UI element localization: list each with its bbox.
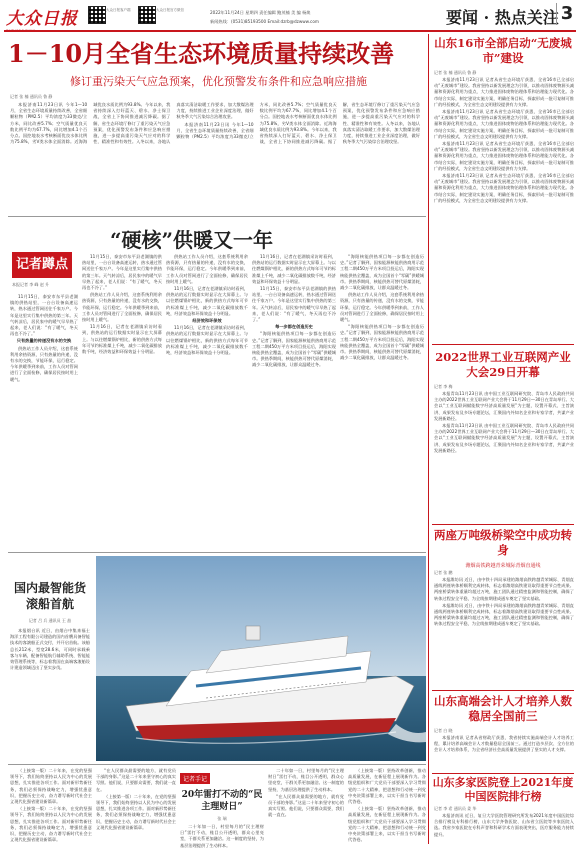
feature-byline: 本报记者 李 峰 赵 升 [12, 282, 50, 287]
lead-text-repeat: 本报济南11月23日讯 今年1—10月，全省生态环境质量持续改善，全省细颗粒物（PM2.5）平均浓度为33微克/立方米，同比改善5.7%；空气质量优良天数比例平均为67.7%，同比增加4.1个百分点。国控地表水考核断面优良水体比例为75.8%，劣Ⅴ类水体全面消除。近海海域优良水质比例为93.8%。今年以来，我省持续深入打好蓝天、碧水、净土保卫战，全省上下协同推进减污降碳。据了解，省生态环境厅修订了重污染天气应急预案，优化预警发布条件和应急响应措施，进一步提高重污染天气应对的科学性、精准性和有效性。入冬以来，各地认真落实清洁取暖工作要求，加大散煤治理力度，持续推进工业企业深度治理，做好秋冬季大气污染综合治理攻坚。 [176, 102, 420, 145]
date-line: 2022年11月24日 星期四 责任编辑 鲍茂楠 美 编 杨焕 [210, 10, 311, 15]
sidebar-sep-2 [432, 524, 574, 525]
sidebar-s5-byline: 记者 李 希 通讯员 姜 华 [434, 806, 477, 811]
memo-text: 二十年如一日，村里每月的“民主理财日”雷打不动，账目公开透明，群众心里亮堂，干群关系更加融洽。这一制度的坚持，为基层治理提供了生动样本。 [180, 824, 264, 848]
lead-headline: 1－10月全省生态环境质量持续改善 [8, 39, 395, 68]
feature-col5-text-c: “海阳核能供热项目每一步都在创造历史。”记者了解到，国家能源核能供热商用示范工程二期450万平方米项目投运后，海阳实现核能供热全覆盖，成为全国首个“零碳”供暖城市。供热季期间，核能供热可替代原煤消耗，减少二氧化碳排放，让群众温暖过冬。 [340, 324, 424, 361]
sidebar-s4-title: 山东高端会计人才培养人数稳居全国前三 [434, 694, 572, 723]
sidebar-sep-3 [432, 690, 574, 691]
sidebar-sep-4 [432, 773, 574, 774]
sidebar-s1-text-b: 本报济南11月23日讯 记者从省生态环境厅获悉，全省16市已全部启动“无废城市”建设。我省坚持以新发展理念为引领，以推动固体废物源头减量和资源化利用为重点，大力推进固体废物治理体系和治理能力现代化。各市结合实际，制定建设实施方案，明确任务目标，探索形成一批可复制可推广的经验模式，为全省生态文明建设提供有力支撑。 [434, 109, 574, 139]
qr-code-icon-2 [138, 6, 156, 24]
feature-col-3 [166, 254, 248, 549]
sidebar-s1-text: 本报济南11月23日讯 记者从省生态环境厅获悉，全省16市已全部启动“无废城市”建设。我省坚持以新发展理念为引领，以推动固体废物源头减量和资源化利用为重点，大力推进固体废物治理体系和治理能力现代化。各市结合实际，制定建设实施方案，明确任务目标，探索形成一批可复制可推广的经验模式，为全省生态文明建设提供有力支撑。 [434, 77, 574, 107]
feature-col4-text-b: 11月15日，泰安市东平县老湖镇的供热站里，一台台设备高速运转，热水通过管网送往千家万户。今年是这里实行集中供热的第三年。天气转凉后，居民家中的暖气早早热了起来，老人们说：“有了暖气，冬天再也不冷了。” [252, 286, 336, 323]
bottom-col4-text: 二十年如一日，村里每月的“民主理财日”雷打不动，账目公开透明，群众心里亮堂，干群关系更加融洽。这一制度的坚持，为基层治理提供了生动样本。 [268, 768, 344, 792]
sidebar-s5-text: 本报济南讯 近日，复旦大学医院管理研究所发布2021年度中国医院综合排行榜及专科排行榜，山东大学齐鲁医院、山东省立医院等多家医院入选。我省多家医院在专科声誉和科研学术方面表现突出，医疗服务能力持续提升。 [434, 813, 574, 837]
feature-sub1-text: 供热站工作人员介绍，这套系统利用余热资源，只有热量的传递，没有水的交换，节能环保，运行稳定。今年供暖季到来前，工作人员对管网进行了全面检修，确保居民按时用上暖气。 [10, 345, 78, 382]
lead-text: 本报济南11月23日讯 今年1—10月，全省生态环境质量持续改善，全省细颗粒物（PM2.5）平均浓度为33微克/立方米，同比改善5.7%；空气质量优良天数比例平均为67.7%，同比增加4.1个百分点。国控地表水考核断面优良水体比例为75.8%，劣Ⅴ类水体全面消除。近海海域优良水质比例为93.8%。今年以来，我省持续深入打好蓝天、碧水、净土保卫战，全省上下协同推进减污降碳。据了解，省生态环境厅修订了重污染天气应急预案，优化预警发布条件和应急响应措施，进一步提高重污染天气应对的科学性、精准性和有效性。入冬以来，各地认真落实清洁取暖工作要求，加大散煤治理力度，持续推进工业企业深度治理，做好秋冬季大气污染综合治理攻坚。 [10, 102, 254, 145]
sidebar-s1-text-d: 本报济南11月23日讯 记者从省生态环境厅获悉，全省16市已全部启动“无废城市”建设。我省坚持以新发展理念为引领，以推动固体废物源头减量和资源化利用为重点，大力推进固体废物治理体系和治理能力现代化。各市结合实际，制定建设实施方案，明确任务目标，探索形成一批可复制可推广的经验模式，为全省生态文明建设提供有力支撑。 [434, 173, 574, 203]
feature-sub3: 每一步都在创造历史 [275, 324, 313, 330]
bottom-col-1 [10, 768, 92, 844]
bottom-rule [8, 764, 426, 765]
sidebar-s4-text: 本报济南讯 记者从省财政厅获悉，我省持续实施高端会计人才培养工程，累计培养高端会计人才数量稳居全国前三。通过打造多层次、全方位的会计人才培养体系，为全省经济社会高质量发展提供了坚实的人才支撑。 [434, 735, 574, 753]
sidebar-divider [428, 34, 429, 844]
sidebar-s3-byline: 记者 张 鹏 [434, 570, 453, 575]
feature-col2-text-c: 11月16日，记者在老湖镇采访时看到，供热站的运行数据实时显示在大屏幕上。与以往燃煤锅炉相比，新的供热方式每年可节约标准煤上千吨，减少二氧化碳排放数千吨，经济效益和环保效益十分明显。 [82, 324, 162, 355]
feature-headline: “硬核”供暖又一年 [110, 228, 274, 252]
sidebar-s1-byline: 记者 张 楠 通讯员 鲁 静 [434, 70, 477, 75]
feature-top-rule [8, 216, 426, 217]
memo-block [180, 766, 264, 848]
sidebar-s3-subtitle: 潍烟高铁跨越青荣城际青烟直通线 [465, 563, 541, 569]
ship-top-rule [8, 552, 426, 553]
sidebar-sep-1 [432, 344, 574, 345]
memo-byline: 张 瑞 [217, 816, 227, 821]
lead-subhead: 修订重污染天气应急预案，优化预警发布条件和应急响应措施 [70, 75, 367, 88]
qr1-label: 大众日报客户端 [106, 8, 131, 12]
sidebar-s1-title: 山东16市全部启动“无废城市”建设 [434, 36, 572, 65]
ship-text-block [10, 562, 90, 762]
sidebar-s3-title: 两座万吨级桥梁空中成功转身 [434, 528, 572, 557]
sidebar-s3-text-b: 本报潍坊讯 近日，由中铁十四局承建的潍烟高铁跨越青荣城际、青烟直通线两座转体桥顺利完成转体，标志着潍烟高铁建设取得重要节点性成果。两座桥梁转体重量均超过万吨，施工团队通过精密监测和智能控制，确保了转体过程安全平稳，为全线按期建成通车奠定了坚实基础。 [434, 602, 574, 627]
feature-col3-text-b: 11月16日，记者在老湖镇采访时看到，供热站的运行数据实时显示在大屏幕上。与以往燃煤锅炉相比，新的供热方式每年可节约标准煤上千吨，减少二氧化碳排放数千吨，经济效益和环保效益十分明显。 [166, 286, 248, 316]
ship-headline: 国内最智能货滚船首航 [13, 581, 86, 611]
bottom-col2-text-b: （上接第一版）二十年来，在党的坚强领导下，我们始终坚持以人民为中心的发展思想，扎实推进各项工作。面对新形势新任务，我们必须保持战略定力，增强忧患意识，把握历史主动，奋力谱写新时代社会主义现代化强省建设新篇章。 [96, 793, 176, 830]
ship-body [10, 628, 90, 748]
sidebar-s5-body [434, 813, 574, 845]
feature-col3-text: 供热站工作人员介绍，这套系统利用余热资源，只有热量的传递，没有水的交换，节能环保，运行稳定。今年供暖季到来前，工作人员对管网进行了全面检修，确保居民按时用上暖气。 [166, 254, 248, 284]
column-tag: 记者蹲点 [15, 257, 68, 272]
sidebar-s3-text: 本报潍坊讯 近日，由中铁十四局承建的潍烟高铁跨越青荣城际、青烟直通线两座转体桥顺利完成转体，标志着潍烟高铁建设取得重要节点性成果。两座桥梁转体重量均超过万吨，施工团队通过精密监测和智能控制，确保了转体过程安全平稳，为全线按期建成通车奠定了坚实基础。 [434, 577, 574, 601]
sidebar-s3-body [434, 577, 574, 687]
qr-code-icon [88, 6, 106, 24]
feature-sub3-text: “海阳核能供热项目每一步都在创造历史。”记者了解到，国家能源核能供热商用示范工程二期450万平方米项目投运后，海阳实现核能供热全覆盖，成为全国首个“零碳”供暖城市。供热季期间，核能供热可替代原煤消耗，减少二氧化碳排放，让群众温暖过冬。 [252, 331, 336, 368]
feature-intro: 11月15日，泰安市东平县老湖镇的供热站里，一台台设备高速运转，热水通过管网送往千家万户。今年是这里实行集中供热的第三年。天气转凉后，居民家中的暖气早早热了起来，老人们说：“有了暖气，冬天再也不冷了。” [10, 294, 78, 337]
feature-col2-text-b: 供热站工作人员介绍，这套系统利用余热资源，只有热量的传递，没有水的交换，节能环保，运行稳定。今年供暖季到来前，工作人员对管网进行了全面检修，确保居民按时用上暖气。 [82, 292, 162, 323]
sidebar-s1-body [434, 77, 574, 341]
masthead-logo [6, 4, 86, 30]
column-tag-box [12, 252, 72, 278]
contact-line: 新闻热线：(0531)85193500 Email:dzrb@dzwww.com [210, 19, 319, 24]
bottom-col2-text: “在人民群众最需要的地方，就有党员干部的身影。”这是二十年来坚守初心的真实写照。他们说，只要群众需要，我们就一直在。 [96, 768, 176, 792]
bottom-col5-text-b: （上接第一版）坚持改革创新，推动高质量发展，在新征程上展现新作为。各级党组织和广大党员干部要深入学习贯彻党的二十大精神，把思想和行动统一到党中央决策部署上来，以实干担当书写新时代答卷。 [348, 806, 426, 843]
ship-photo-svg [96, 556, 426, 761]
sidebar-s2-body [434, 391, 574, 521]
feature-col5-text: “海阳核能供热项目每一步都在创造历史。”记者了解到，国家能源核能供热商用示范工程二期450万平方米项目投运后，海阳实现核能供热全覆盖，成为全国首个“零碳”供暖城市。供热季期间，核能供热可替代原煤消耗，减少二氧化碳排放，让群众温暖过冬。 [340, 254, 424, 291]
ship-text: 本报烟台讯 近日，由烟台中集来福士海洋工程有限公司建造的国内首艘具备智能技术的客滚船正式交付，并开启首航。该船总长212米，型宽28.6米，可同时承载乘客与车辆，配备智能航行辅助系统、智能能效管理系统等，标志着我国在高端客滚船设计建造领域迈出了坚实步伐。 [10, 628, 90, 671]
page-number: 3 [556, 3, 577, 25]
feature-col4-text: 11月16日，记者在老湖镇采访时看到，供热站的运行数据实时显示在大屏幕上。与以往燃煤锅炉相比，新的供热方式每年可节约标准煤上千吨，减少二氧化碳排放数千吨，经济效益和环保效益十分明显。 [252, 254, 336, 284]
feature-sub2-text: 11月16日，记者在老湖镇采访时看到，供热站的运行数据实时显示在大屏幕上。与以往燃煤锅炉相比，新的供热方式每年可节约标准煤上千吨，减少二氧化碳排放数千吨，经济效益和环保效益十分明显。 [166, 325, 248, 356]
sidebar-s2-title: 2022世界工业互联网产业大会29日开幕 [435, 350, 571, 379]
feature-col-4 [252, 254, 336, 549]
sidebar-s5-title: 山东多家医院登上2021年度中国医院排行榜 [432, 776, 574, 803]
feature-col-1 [10, 294, 78, 549]
feature-sub1: 只有热量的传递没有水的交换 [16, 338, 72, 344]
qr2-label: 大众日报官方微信 [156, 8, 184, 12]
lead-body [10, 102, 420, 212]
lead-byline: 记者 张 楠 通讯员 鲁 静 [10, 94, 53, 99]
bottom-col-2 [96, 768, 176, 844]
sidebar-s1-text-c: 本报济南11月23日讯 记者从省生态环境厅获悉，全省16市已全部启动“无废城市”建设。我省坚持以新发展理念为引领，以推动固体废物源头减量和资源化利用为重点，大力推进固体废物治理体系和治理能力现代化。各市结合实际，制定建设实施方案，明确任务目标，探索形成一批可复制可推广的经验模式，为全省生态文明建设提供有力支撑。 [434, 141, 574, 171]
memo-tag: 记者手记 [180, 773, 210, 784]
bottom-col1-text: （上接第一版）二十年来，在党的坚强领导下，我们始终坚持以人民为中心的发展思想，扎实推进各项工作。面对新形势新任务，我们必须保持战略定力，增强忧患意识，把握历史主动，奋力谱写新时代社会主义现代化强省建设新篇章。 [10, 768, 92, 805]
sidebar-s2-text: 本报青岛11月23日讯 由中国工业互联网研究院、青岛市人民政府共同主办的2022世界工业互联网产业大会将于11月29日—30日在青岛举行。大会以“工业互联网赋能数字经济高质量发展”为主题，设置开幕式、主旨演讲、成果发布及多场专题论坛，汇聚国内外知名企业和专家学者，共谋产业发展新路径。 [434, 391, 574, 421]
bottom-col4-text-b: “在人民群众最需要的地方，就有党员干部的身影。”这是二十年来坚守初心的真实写照。他们说，只要群众需要，我们就一直在。 [268, 793, 344, 818]
section-title: 要闻 · 热点关注 [446, 8, 559, 27]
memo-title: 20年雷打不动的“民主理财日” [181, 790, 263, 812]
memo-body [180, 824, 264, 854]
sidebar-s2-text-b: 本报青岛11月23日讯 由中国工业互联网研究院、青岛市人民政府共同主办的2022世界工业互联网产业大会将于11月29日—30日在青岛举行。大会以“工业互联网赋能数字经济高质量发展”为主题，设置开幕式、主旨演讲、成果发布及多场专题论坛，汇聚国内外知名企业和专家学者，共谋产业发展新路径。 [434, 423, 574, 453]
masthead-rule [4, 30, 576, 32]
bottom-col5-text: （上接第一版）坚持改革创新，推动高质量发展，在新征程上展现新作为。各级党组织和广大党员干部要深入学习贯彻党的二十大精神，把思想和行动统一到党中央决策部署上来，以实干担当书写新时代答卷。 [348, 768, 426, 805]
sidebar-s4-body [434, 735, 574, 771]
logo-text: 大众日报 [6, 9, 78, 29]
feature-col-2 [82, 254, 162, 549]
ship-photo [96, 556, 426, 761]
bottom-col1-text-b: （上接第一版）二十年来，在党的坚强领导下，我们始终坚持以人民为中心的发展思想，扎实推进各项工作。面对新形势新任务，我们必须保持战略定力，增强忧患意识，把握历史主动，奋力谱写新时代社会主义现代化强省建设新篇章。 [10, 806, 92, 843]
feature-col5-text-b: 供热站工作人员介绍，这套系统利用余热资源，只有热量的传递，没有水的交换，节能环保，运行稳定。今年供暖季到来前，工作人员对管网进行了全面检修，确保居民按时用上暖气。 [340, 292, 424, 323]
feature-col-5 [340, 254, 424, 549]
bottom-col-5 [348, 768, 426, 844]
bottom-col-4 [268, 768, 344, 844]
feature-sub2: 经济效和环保效 [192, 318, 222, 324]
sidebar-s4-byline: 记者 白 晓 [434, 728, 453, 733]
feature-col2-text: 11月15日，泰安市东平县老湖镇的供热站里，一台台设备高速运转，热水通过管网送往千家万户。今年是这里实行集中供热的第三年。天气转凉后，居民家中的暖气早早热了起来，老人们说：“有了暖气，冬天再也不冷了。” [82, 254, 162, 291]
sidebar-s2-byline: 记者 李 梅 [434, 384, 453, 389]
ship-byline: 记者 吕 兵 通讯员 王 喆 [28, 618, 72, 623]
